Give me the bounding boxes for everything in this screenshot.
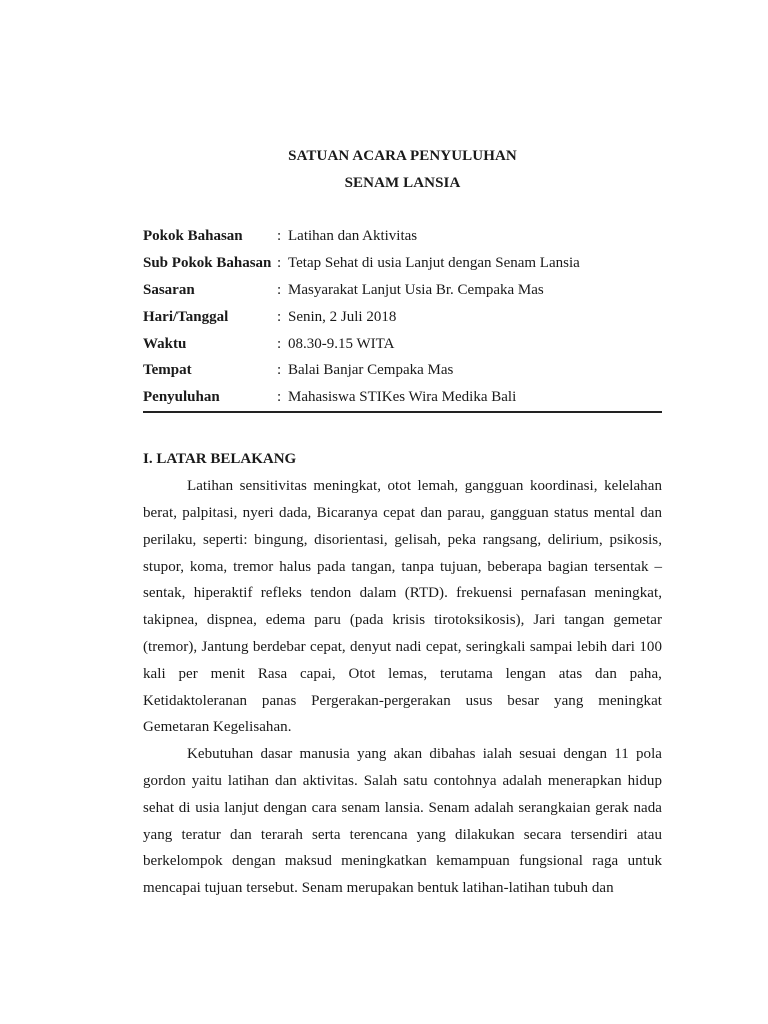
document-subtitle: SENAM LANSIA bbox=[344, 175, 461, 191]
info-label: Sasaran bbox=[143, 281, 195, 298]
info-colon: : bbox=[277, 228, 282, 244]
horizontal-rule bbox=[143, 411, 662, 413]
document-title: SATUAN ACARA PENYULUHAN bbox=[288, 148, 517, 164]
info-table bbox=[143, 223, 662, 411]
info-row-tempat bbox=[143, 357, 662, 384]
info-label: Pokok Bahasan bbox=[143, 228, 243, 244]
info-label: Penyuluhan bbox=[143, 389, 220, 406]
info-label: Waktu bbox=[143, 335, 187, 352]
info-value: Mahasiswa STIKes Wira Medika Bali bbox=[288, 389, 517, 406]
body-paragraph: Latihan sensitivitas meningkat, otot lemah, gangguan koordinasi, kelelahan berat, palpitasi, nyeri dada, Bicaranya cepat dan parau, gangguan status mental dan perilaku, seperti: bingung, disorientasi, gelisah, peka rangsang, delirium, psikosis, stupor, koma, tremor halus pada tangan, tanpa tujuan, beberapa bagian tersentak – sentak, hiperaktif refleks tendon dalam (RTD). frekuensi pernafasan meningkat, takipnea, dispnea, edema paru (pada krisis tirotoksikosis), Jari tangan gemetar (tremor), Jantung berdebar cepat, denyut nadi cepat, seringkali sampai lebih dari 100 kali per menit Rasa capai, Otot lemas, terutama lengan atas dan paha, Ketidaktoleranan panas Pergerakan-pergerakan usus besar yang meningkat Gemetaran Kegelisahan. bbox=[143, 478, 662, 736]
info-value: Masyarakat Lanjut Usia Br. Cempaka Mas bbox=[288, 281, 544, 298]
info-row-waktu bbox=[143, 331, 662, 358]
info-value: Senin, 2 Juli 2018 bbox=[288, 308, 397, 325]
info-value: 08.30-9.15 WITA bbox=[288, 335, 395, 352]
info-row-penyuluhan bbox=[143, 384, 662, 411]
info-colon: : bbox=[277, 281, 282, 298]
info-row-pokok-bahasan bbox=[143, 223, 662, 250]
info-row-sub-pokok-bahasan bbox=[143, 250, 662, 277]
info-label: Tempat bbox=[143, 362, 192, 379]
info-colon: : bbox=[277, 362, 282, 379]
body-paragraph: Kebutuhan dasar manusia yang akan dibahas ialah sesuai dengan 11 pola gordon yaitu latihan dan aktivitas. Salah satu contohnya adalah menerapkan hidup sehat di usia lanjut dengan cara senam lansia. Senam adalah serangkaian gerak nada yang teratur dan terarah serta terencana yang dilakukan secara tersendiri atau berkelompok dengan maksud meningkatkan kemampuan fungsional raga untuk mencapai tujuan tersebut. Senam merupakan bentuk latihan-latihan tubuh dan bbox=[143, 746, 662, 897]
info-label: Sub Pokok Bahasan bbox=[143, 254, 272, 271]
info-value: Latihan dan Aktivitas bbox=[288, 228, 418, 244]
document-page bbox=[143, 143, 662, 902]
info-colon: : bbox=[277, 254, 282, 271]
info-value: Tetap Sehat di usia Lanjut dengan Senam Lansia bbox=[288, 254, 580, 271]
info-colon: : bbox=[277, 335, 282, 352]
info-colon: : bbox=[277, 389, 282, 406]
info-value: Balai Banjar Cempaka Mas bbox=[288, 362, 454, 379]
info-label: Hari/Tanggal bbox=[143, 308, 229, 325]
info-row-hari-tanggal bbox=[143, 304, 662, 331]
info-colon: : bbox=[277, 308, 282, 325]
info-row-sasaran bbox=[143, 277, 662, 304]
section-heading: I. LATAR BELAKANG bbox=[143, 451, 297, 468]
